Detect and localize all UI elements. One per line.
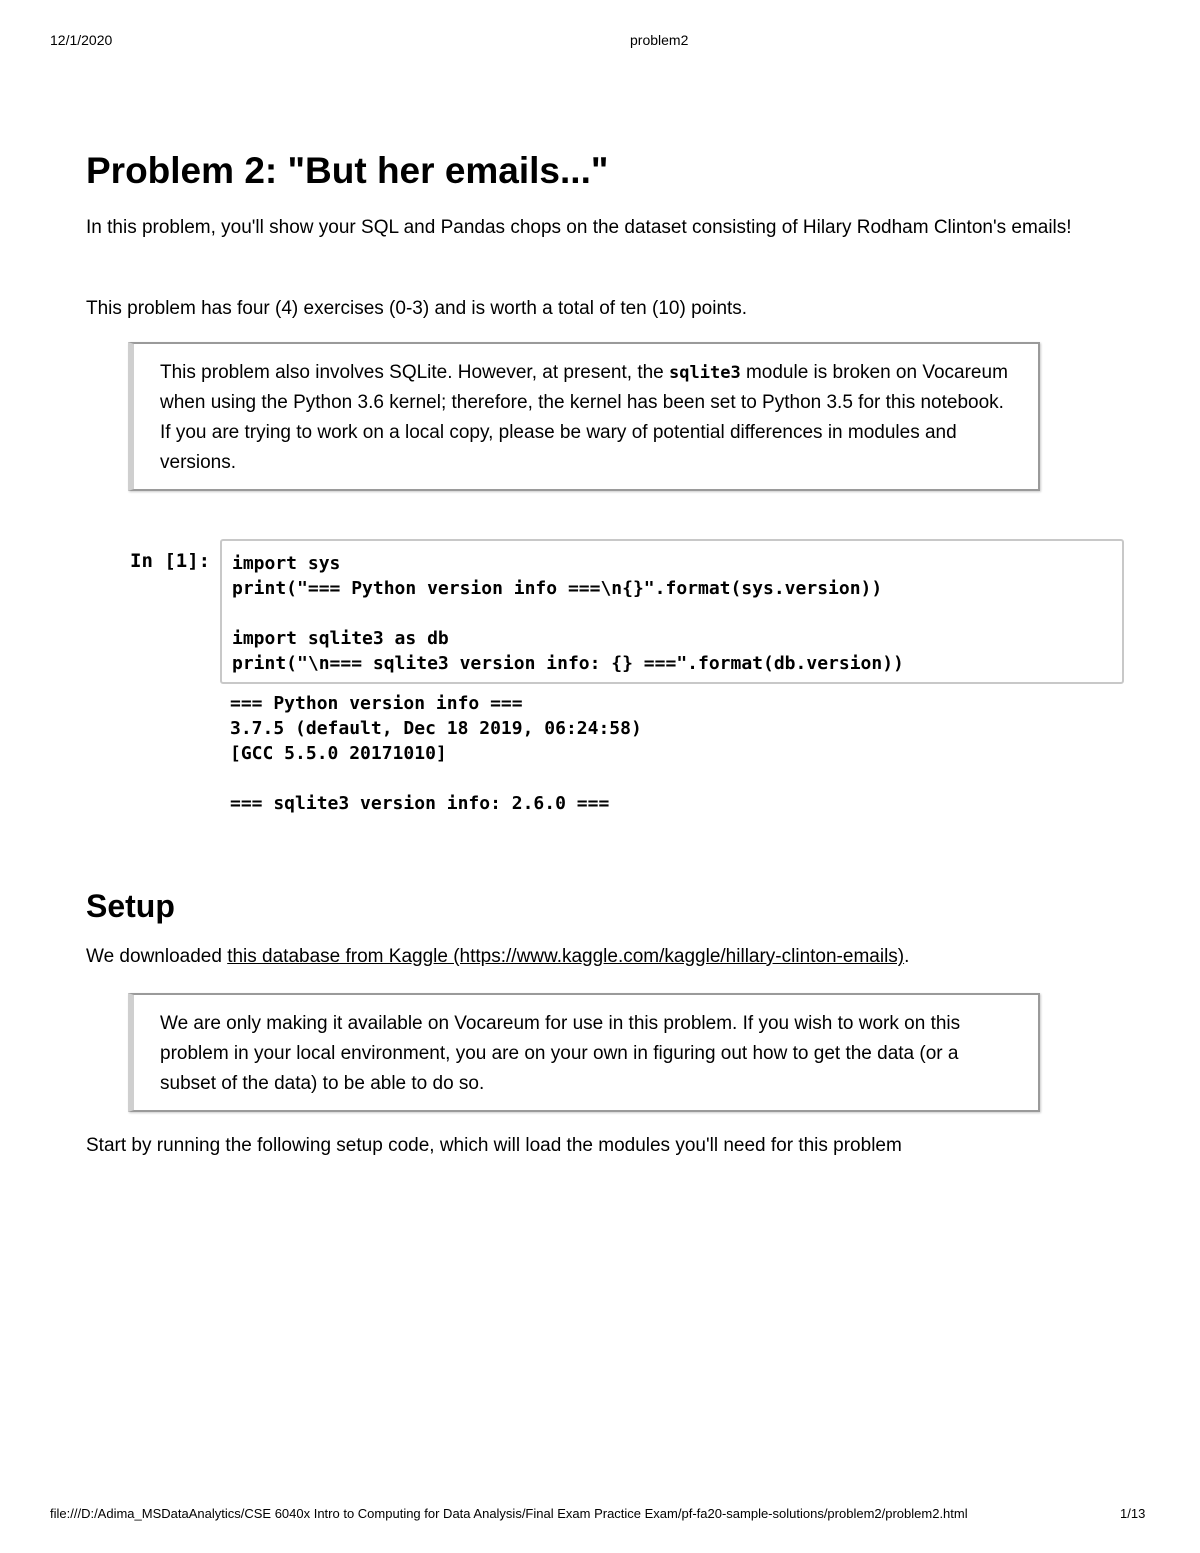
print-date: 12/1/2020 bbox=[50, 32, 113, 48]
code-line bbox=[232, 601, 1112, 626]
cell-output bbox=[230, 691, 642, 816]
run-setup-paragraph: Start by running the following setup code, which will load the modules you'll need for this problem bbox=[86, 1135, 902, 1156]
code-line: import sqlite3 as db bbox=[232, 628, 449, 649]
points-paragraph: This problem has four (4) exercises (0-3) and is worth a total of ten (10) points. bbox=[86, 298, 748, 319]
note-code-sqlite3: sqlite3 bbox=[669, 363, 741, 383]
code-line: print("\n=== sqlite3 version info: {} ===".format(db.version)) bbox=[232, 653, 904, 674]
output-line: === sqlite3 version info: 2.6.0 === bbox=[230, 793, 610, 814]
print-page-number: 1/13 bbox=[1120, 1506, 1146, 1521]
vocareum-note: We are only making it available on Vocareum for use in this problem. If you wish to work on this problem in your local environment, you are on your own in figuring out how to get the data (or a subset of the data) to be able to do so. bbox=[128, 993, 1040, 1112]
output-line: 3.7.5 (default, Dec 18 2019, 06:24:58) bbox=[230, 718, 642, 739]
page-title: Problem 2: "But her emails..." bbox=[86, 150, 609, 191]
print-file-path: file:///D:/Adima_MSDataAnalytics/CSE 6040x Intro to Computing for Data Analysis/Final Exam Practice Exam/pf-fa20-sample-solutions/problem2/problem2.html bbox=[50, 1506, 968, 1521]
note-text-after: module is broken on Vocareum when using the Python 3.6 kernel; therefore, the kernel has been set to Python 3.5 for this notebook. If you are trying to work on a local copy, please be wary of potential differences in modules and versions. bbox=[160, 362, 1008, 473]
sqlite-note bbox=[128, 342, 1040, 491]
setup-text-after: . bbox=[904, 946, 910, 967]
setup-text-before: We downloaded bbox=[86, 946, 228, 967]
code-line: import sys bbox=[232, 553, 341, 574]
output-line: [GCC 5.5.0 20171010] bbox=[230, 743, 447, 764]
setup-heading: Setup bbox=[86, 888, 175, 924]
intro-paragraph: In this problem, you'll show your SQL and Pandas chops on the dataset consisting of Hilary Rodham Clinton's emails! bbox=[86, 217, 1072, 238]
output-line: === Python version info === bbox=[230, 693, 523, 714]
kaggle-link[interactable]: this database from Kaggle (https://www.kaggle.com/kaggle/hillary-clinton-emails) bbox=[227, 946, 905, 967]
setup-paragraph bbox=[86, 942, 1116, 971]
cell-prompt: In [1]: bbox=[130, 550, 211, 572]
code-line: print("=== Python version info ===\n{}".format(sys.version)) bbox=[232, 578, 883, 599]
note-text-before: This problem also involves SQLite. However, at present, the bbox=[160, 362, 670, 383]
print-title: problem2 bbox=[630, 32, 689, 48]
output-line bbox=[230, 766, 642, 791]
code-cell[interactable] bbox=[220, 539, 1124, 684]
